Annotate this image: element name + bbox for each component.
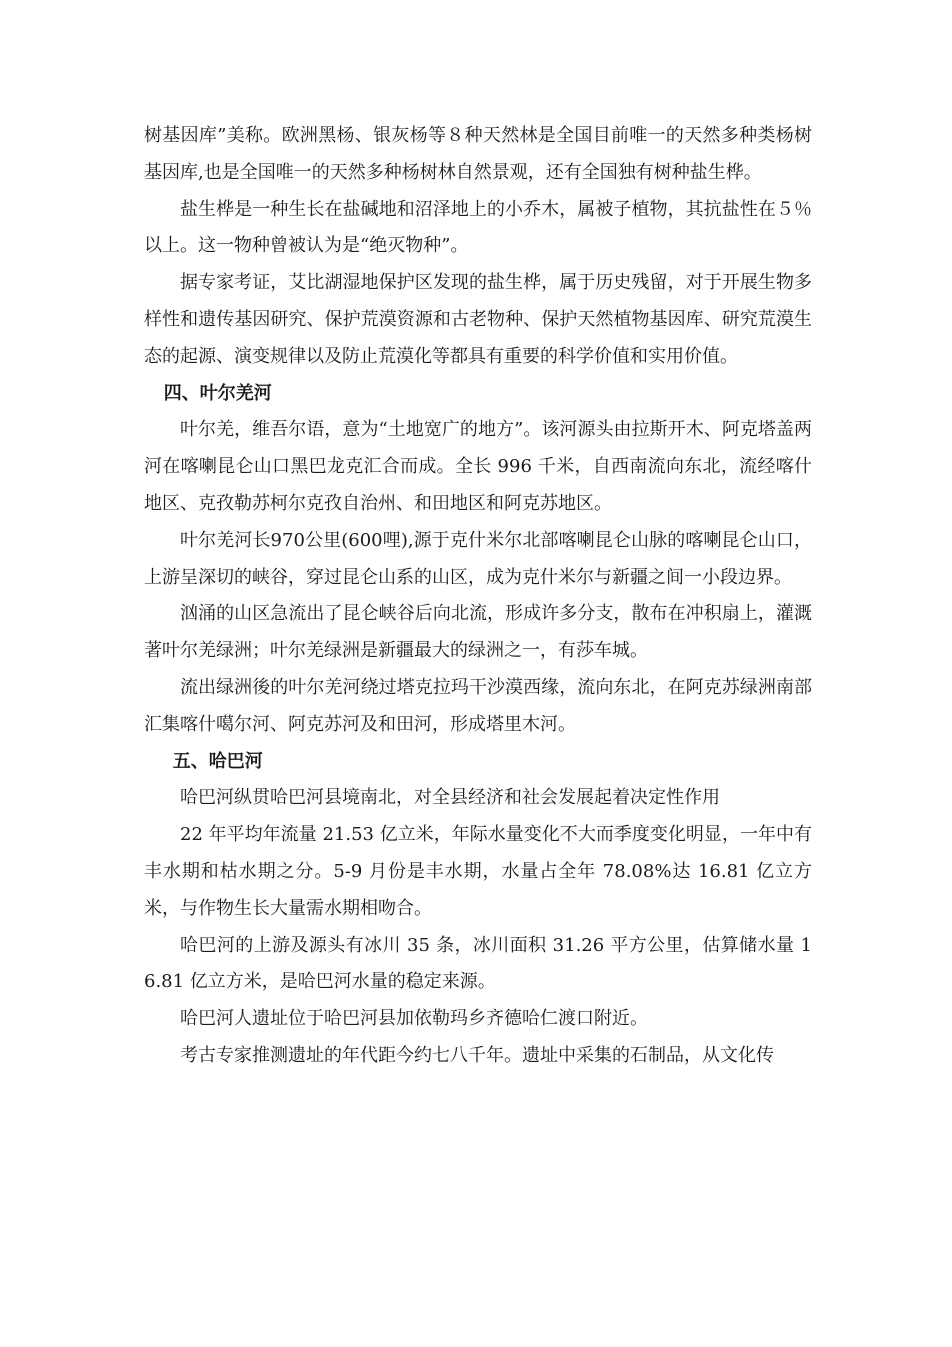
- paragraph-tarim-river: 流出绿洲後的叶尔羌河绕过塔克拉玛干沙漠西缘，流向东北，在阿克苏绿洲南部汇集喀什噶尔河、阿克苏河及和田河，形成塔里木河。: [144, 676, 812, 735]
- heading-yarkand-river: 四、叶尔羌河: [163, 382, 272, 404]
- paragraph-poplar-gene-pool: 树基因库”美称。欧洲黑杨、银灰杨等８种天然林是全国目前唯一的天然多种类杨树基因库,也是全国唯一的天然多种杨树林自然景观，还有全国独有树种盐生桦。: [144, 125, 812, 183]
- paragraph-yarkand-length: 叶尔羌河长970公里(600哩),源于克什米尔北部喀喇昆仑山脉的喀喇昆仑山口，上游呈深切的峡谷，穿过昆仑山系的山区，成为克什米尔与新疆之间一小段边界。: [144, 529, 812, 588]
- document-page: [144, 118, 812, 1075]
- paragraph-salt-birch: 盐生桦是一种生长在盐碱地和沼泽地上的小乔木，属被子植物，其抗盐性在５％以上。这一物种曾被认为是“绝灭物种”。: [144, 198, 812, 257]
- paragraph-haba-importance: 哈巴河纵贯哈巴河县境南北，对全县经济和社会发展起着决定性作用: [180, 787, 720, 809]
- paragraph-yarkand-oasis: 汹涌的山区急流出了昆仑峡谷后向北流，形成许多分支，散布在冲积扇上，灌溉著叶尔羌绿洲；叶尔羌绿洲是新疆最大的绿洲之一，有莎车城。: [144, 603, 812, 662]
- paragraph-archaeology: 考古专家推测遗址的年代距今约七八千年。遗址中采集的石制品，从文化传: [180, 1044, 774, 1066]
- paragraph-haba-flow: 22 年平均年流量 21.53 亿立米，年际水量变化不大而季度变化明显，一年中有丰水期和枯水期之分。5-9 月份是丰水期，水量占全年 78.08%达 16.81 亿立方米，与作物生长大量需水期相吻合。: [144, 824, 812, 919]
- paragraph-haba-glaciers: 哈巴河的上游及源头有冰川 35 条，冰川面积 31.26 平方公里，估算储水量 16.81 亿立方米，是哈巴河水量的稳定来源。: [144, 934, 812, 993]
- paragraph-yarkand-meaning: 叶尔羌，维吾尔语，意为“土地宽广的地方”。该河源头由拉斯开木、阿克塔盖两河在喀喇昆仑山口黑巴龙克汇合而成。全长 996 千米，自西南流向东北，流经喀什地区、克孜勒苏柯尔克孜自治州、和田地区和阿克苏地区。: [144, 419, 812, 514]
- heading-haba-river: 五、哈巴河: [172, 750, 263, 772]
- paragraph-haba-site: 哈巴河人遗址位于哈巴河县加依勒玛乡齐德哈仁渡口附近。: [180, 1008, 648, 1030]
- paragraph-expert-research: 据专家考证，艾比湖湿地保护区发现的盐生桦，属于历史残留，对于开展生物多样性和遗传基因研究、保护荒漠资源和古老物种、保护天然植物基因库、研究荒漠生态的起源、演变规律以及防止荒漠化等都具有重要的科学价值和实用价值。: [144, 272, 812, 367]
